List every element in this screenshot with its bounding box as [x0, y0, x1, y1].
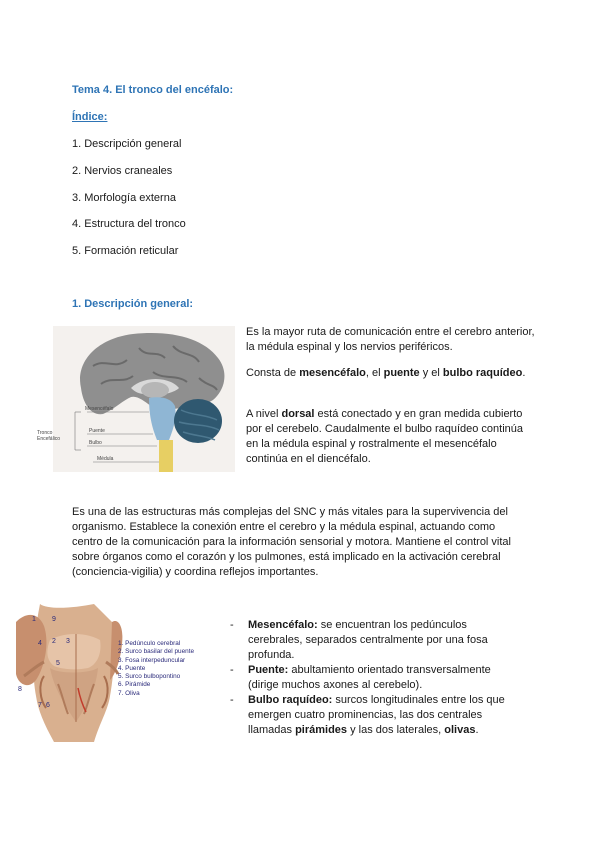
brain-illustration [53, 326, 235, 472]
list-dash: - [230, 664, 234, 676]
mesencephalon-label: Mesencéfalo [85, 406, 114, 412]
spinal-cord-label: Médula [97, 456, 114, 462]
legend-item: 3. Fosa interpeduncular [118, 656, 186, 664]
legend-item: 5. Surco bulbopontino [118, 673, 181, 681]
list-text: y las dos laterales, [347, 724, 445, 736]
index-item: 2. Nervios craneales [72, 165, 173, 177]
list-text: se encuentran los pedúnculos cerebrales, separados centralmente por una fosa profunda. [248, 619, 488, 661]
pons-label: Puente [89, 428, 105, 434]
legend-item: 1. Pedúnculo cerebral [118, 640, 181, 647]
list-item [214, 618, 514, 663]
list-text: surcos longitudinales entre los que emergen cuatro prominencias, las dos centrales llamadas [248, 694, 505, 736]
section-paragraph: Es la mayor ruta de comunicación entre el cerebro anterior, la médula espinal y los nervios periféricos. [246, 326, 535, 353]
figure-number: 3 [66, 638, 70, 645]
list-term: Puente: [248, 664, 289, 676]
medulla-label: Bulbo [89, 440, 102, 446]
structure-list [214, 618, 514, 738]
index-item: 3. Morfología externa [72, 192, 176, 204]
section-heading: 1. Descripción general: [72, 298, 194, 310]
figure-number: 6 [46, 702, 50, 709]
list-term: olivas [444, 724, 476, 736]
section-paragraph: A nivel dorsal está conectado y en gran medida cubierto por el cerebelo. Caudalmente el bulbo raquídeo continúa en la médula espinal y rostralmente el mesencéfalo continúa en el diencéfalo. [246, 408, 524, 465]
list-term: Mesencéfalo: [248, 619, 318, 631]
index-item: 5. Formación reticular [72, 245, 179, 257]
brainstem-ventral-figure [14, 604, 204, 742]
index-heading: Índice: [72, 111, 108, 123]
legend-item: 6. Pirámide [118, 681, 151, 689]
list-item [214, 663, 514, 693]
figure-number: 5 [56, 660, 60, 667]
brainstem-group-label: Tronco Encefálico [37, 430, 61, 442]
legend-item: 4. Puente [118, 664, 146, 672]
list-term: Bulbo raquídeo: [248, 694, 333, 706]
legend-item: 7. Oliva [118, 689, 140, 697]
list-item [214, 693, 514, 738]
index-item: 4. Estructura del tronco [72, 218, 186, 230]
legend-item: 2. Surco basilar del puente [118, 648, 195, 656]
figure-number: 8 [18, 686, 22, 693]
list-text: . [475, 724, 479, 736]
figure-number: 1 [32, 616, 36, 623]
figure-number: 7 [38, 702, 42, 709]
figure-number: 2 [52, 638, 56, 645]
list-text: abultamiento orientado transversalmente (dirige muchos axones al cerebelo). [248, 664, 491, 691]
index-item: 1. Descripción general [72, 138, 182, 150]
figure-number: 4 [38, 640, 42, 647]
long-paragraph: Es una de las estructuras más complejas del SNC y más vitales para la supervivencia del organismo. Establece la conexión entre el cerebro y la médula espinal, actuando como centro de la comunicación para la información sensorial y motora. Mantiene el control vital sobre órganos como el corazón y los pulmones, está implicado en la activación cerebral (conciencia-vigilia) y coordina reflejos importantes. [72, 506, 511, 578]
document-title: Tema 4. El tronco del encéfalo: [72, 84, 234, 96]
brain-sagittal-figure [37, 326, 235, 472]
figure-legend [118, 640, 206, 698]
list-dash: - [230, 619, 234, 631]
list-term: pirámides [295, 724, 348, 736]
section-paragraph: Consta de mesencéfalo, el puente y el bulbo raquídeo. [246, 367, 526, 379]
figure-number: 9 [52, 616, 56, 623]
list-dash: - [230, 694, 234, 706]
